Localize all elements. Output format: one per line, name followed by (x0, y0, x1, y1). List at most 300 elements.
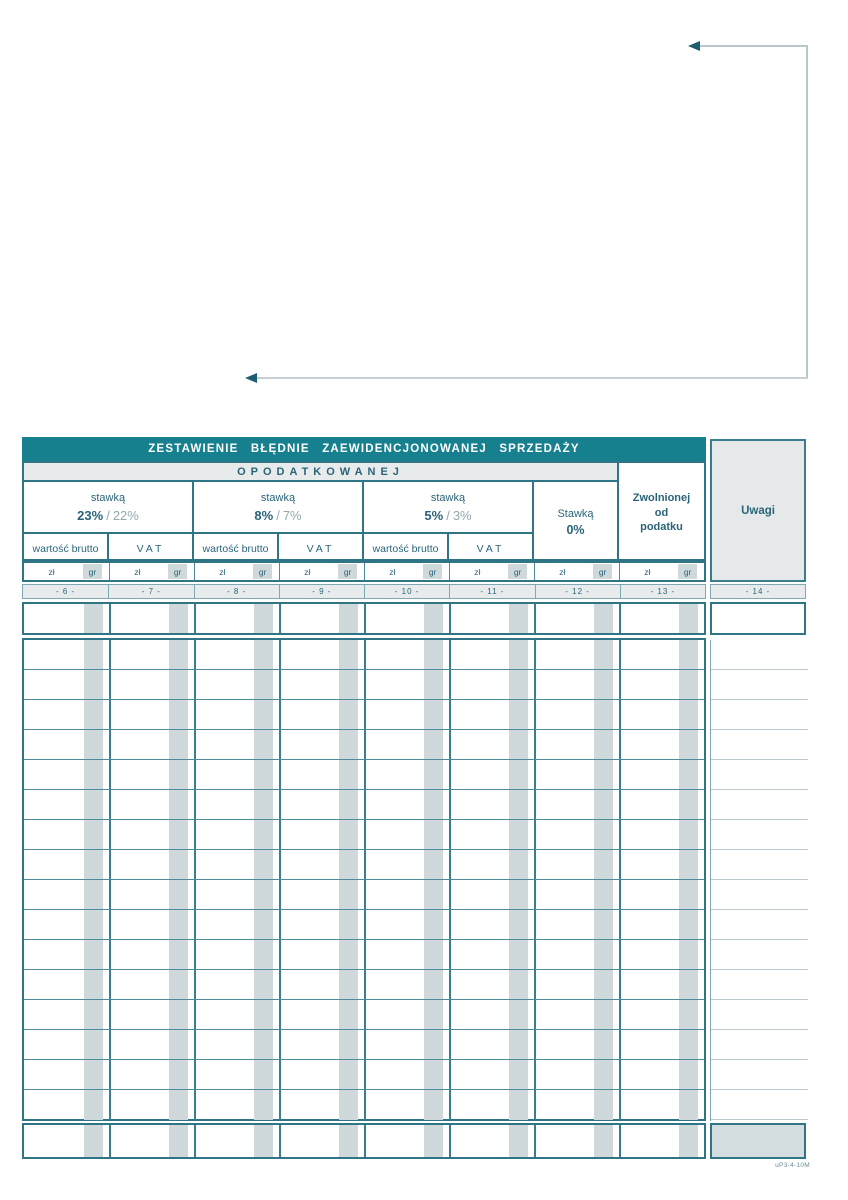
grosze-stripe (169, 820, 188, 849)
gross-col-header (24, 534, 109, 563)
amount-cell (109, 1125, 194, 1157)
grosze-stripe (679, 850, 698, 879)
grosze-stripe (679, 760, 698, 789)
amount-cell (279, 640, 364, 669)
grosze-stripe (84, 730, 104, 759)
grosze-stripe (424, 760, 443, 789)
grosze-stripe (424, 820, 443, 849)
amount-cell (279, 970, 364, 999)
grosze-stripe (254, 970, 273, 999)
grosze-stripe (339, 820, 358, 849)
zero-rate-header (534, 482, 619, 563)
amount-cell (534, 700, 619, 729)
grosze-stripe (339, 730, 358, 759)
amount-cell (619, 850, 704, 879)
grosze-stripe (169, 790, 188, 819)
grosze-stripe (84, 970, 104, 999)
amount-cell (279, 700, 364, 729)
amount-cell (109, 850, 194, 879)
amount-cell (109, 604, 194, 633)
grosze-stripe (509, 1125, 528, 1157)
entry-row (24, 1060, 704, 1090)
grosze-stripe (84, 820, 104, 849)
amount-cell (24, 760, 109, 789)
zl-label: zł (559, 566, 566, 577)
grosze-stripe (254, 1060, 273, 1089)
amount-cell (24, 1030, 109, 1059)
grosze-stripe (84, 604, 104, 633)
gr-label: gr (678, 564, 697, 579)
amount-cell (109, 880, 194, 909)
remarks-row (711, 1000, 808, 1030)
amount-cell (534, 970, 619, 999)
grosze-stripe (339, 850, 358, 879)
exempt-line: podatku (640, 521, 683, 534)
amount-cell (534, 880, 619, 909)
amount-cell (534, 640, 619, 669)
zl-label: zł (389, 566, 396, 577)
remarks-carryover-cell (710, 602, 806, 635)
amount-cell (279, 760, 364, 789)
summary-row (22, 1123, 706, 1159)
grosze-stripe (84, 640, 104, 669)
entry-row (24, 820, 704, 850)
amount-cell (194, 940, 279, 969)
amount-cell (619, 730, 704, 759)
amount-cell (194, 790, 279, 819)
grosze-stripe (679, 970, 698, 999)
grosze-stripe (84, 1125, 104, 1157)
grosze-stripe (169, 1125, 188, 1157)
zl-label: zł (48, 566, 55, 577)
form-code: uP3-4-10M (775, 1162, 810, 1169)
amount-cell (194, 850, 279, 879)
grosze-stripe (424, 700, 443, 729)
entry-row (24, 880, 704, 910)
currency-cell (194, 563, 279, 580)
grosze-stripe (169, 700, 188, 729)
fold-line-top (695, 45, 808, 47)
amount-cell (109, 640, 194, 669)
gr-label: gr (338, 564, 357, 579)
amount-cell (534, 730, 619, 759)
grosze-stripe (339, 1060, 358, 1089)
amount-cell (619, 1125, 704, 1157)
amount-cell (619, 670, 704, 699)
amount-cell (194, 1125, 279, 1157)
amount-cell (449, 940, 534, 969)
rate-separator: / (446, 507, 450, 523)
entry-row (24, 700, 704, 730)
amount-cell (619, 1060, 704, 1089)
amount-cell (109, 760, 194, 789)
amount-cell (279, 940, 364, 969)
amount-cell (109, 970, 194, 999)
grosze-stripe (594, 790, 613, 819)
amount-cell (364, 760, 449, 789)
amount-cell (534, 820, 619, 849)
amount-cell (364, 970, 449, 999)
grosze-stripe (509, 1090, 528, 1120)
grosze-stripe (84, 1000, 104, 1029)
arrowhead-left-icon (245, 373, 257, 383)
grosze-stripe (679, 1125, 698, 1157)
zl-label: zł (474, 566, 481, 577)
amount-cell (24, 1090, 109, 1120)
amount-cell (449, 880, 534, 909)
rate-values (254, 508, 301, 523)
grosze-stripe (169, 604, 188, 633)
amount-cell (534, 850, 619, 879)
remarks-row (711, 940, 808, 970)
grosze-stripe (594, 604, 613, 633)
section-taxed-header (24, 463, 619, 482)
grosze-stripe (424, 910, 443, 939)
rate-old: 22% (112, 507, 139, 523)
amount-cell (364, 1060, 449, 1089)
amount-cell (449, 730, 534, 759)
grosze-stripe (594, 700, 613, 729)
amount-cell (364, 670, 449, 699)
rate-separator: / (276, 507, 280, 523)
grosze-stripe (679, 700, 698, 729)
grosze-stripe (679, 940, 698, 969)
amount-cell (194, 730, 279, 759)
grosze-stripe (509, 820, 528, 849)
column-number: - 13 - (620, 585, 705, 598)
amount-cell (279, 1125, 364, 1157)
grosze-stripe (679, 1060, 698, 1089)
grosze-stripe (679, 730, 698, 759)
amount-cell (534, 790, 619, 819)
grosze-stripe (509, 760, 528, 789)
entry-row (24, 760, 704, 790)
entry-rows (22, 638, 706, 1121)
grosze-stripe (254, 1090, 273, 1120)
grosze-stripe (679, 880, 698, 909)
grosze-stripe (339, 1090, 358, 1120)
grosze-stripe (679, 1030, 698, 1059)
grosze-stripe (84, 1030, 104, 1059)
grosze-stripe (594, 1060, 613, 1089)
grosze-stripe (424, 1125, 443, 1157)
amount-cell (24, 640, 109, 669)
amount-cell (194, 910, 279, 939)
remarks-row (711, 700, 808, 730)
amount-cell (534, 1000, 619, 1029)
amount-cell (364, 1000, 449, 1029)
grosze-stripe (594, 850, 613, 879)
amount-cell (194, 640, 279, 669)
rate-current: 8% (254, 507, 274, 523)
gr-label: gr (168, 564, 187, 579)
amount-cell (109, 820, 194, 849)
gr-label: gr (253, 564, 272, 579)
amount-cell (449, 910, 534, 939)
grosze-stripe (509, 700, 528, 729)
amount-cell (24, 820, 109, 849)
grosze-stripe (424, 1090, 443, 1120)
amount-cell (449, 760, 534, 789)
grosze-stripe (594, 730, 613, 759)
grosze-stripe (339, 790, 358, 819)
amount-cell (24, 850, 109, 879)
grosze-stripe (509, 910, 528, 939)
vat-label: VAT (476, 542, 505, 555)
grosze-stripe (509, 880, 528, 909)
grosze-stripe (339, 1030, 358, 1059)
amount-cell (619, 940, 704, 969)
entry-row (24, 970, 704, 1000)
section-taxed-label: OPODATKOWANEJ (237, 465, 404, 478)
grosze-stripe (424, 940, 443, 969)
grosze-stripe (679, 790, 698, 819)
grosze-stripe (84, 1060, 104, 1089)
amount-cell (24, 1000, 109, 1029)
amount-cell (194, 1030, 279, 1059)
grosze-stripe (84, 880, 104, 909)
grosze-stripe (169, 940, 188, 969)
grosze-stripe (509, 670, 528, 699)
gross-col-header (194, 534, 279, 563)
rate-separator: / (106, 507, 110, 523)
grosze-stripe (339, 640, 358, 669)
zl-label: zł (134, 566, 141, 577)
amount-cell (24, 1125, 109, 1157)
amount-cell (619, 880, 704, 909)
amount-cell (279, 1090, 364, 1120)
grosze-stripe (169, 850, 188, 879)
grosze-stripe (679, 1000, 698, 1029)
exempt-header (619, 463, 704, 563)
vat-label: VAT (136, 542, 165, 555)
rate-values (77, 508, 139, 523)
amount-cell (194, 880, 279, 909)
grosze-stripe (84, 670, 104, 699)
grosze-stripe (594, 820, 613, 849)
rate-group-label: stawką (260, 491, 296, 504)
grosze-stripe (254, 670, 273, 699)
remarks-row (711, 790, 808, 820)
grosze-stripe (594, 970, 613, 999)
grosze-stripe (84, 1090, 104, 1120)
column-number-row (22, 584, 706, 599)
amount-cell (534, 1030, 619, 1059)
amount-cell (449, 790, 534, 819)
gr-label: gr (593, 564, 612, 579)
vat-label: VAT (306, 542, 335, 555)
remarks-row (711, 1030, 808, 1060)
grosze-stripe (594, 1030, 613, 1059)
remarks-row (711, 640, 808, 670)
grosze-stripe (339, 700, 358, 729)
remarks-row (711, 910, 808, 940)
grosze-stripe (509, 790, 528, 819)
gross-col-header (364, 534, 449, 563)
amount-cell (364, 604, 449, 633)
remarks-row (711, 670, 808, 700)
amount-cell (619, 820, 704, 849)
amount-cell (449, 1125, 534, 1157)
grosze-stripe (679, 640, 698, 669)
amount-cell (364, 790, 449, 819)
grosze-stripe (84, 790, 104, 819)
column-number: - 8 - (194, 585, 279, 598)
amount-cell (534, 940, 619, 969)
vat-col-header (449, 534, 534, 563)
amount-cell (619, 1090, 704, 1120)
gr-label: gr (508, 564, 527, 579)
fold-line-vertical (806, 45, 808, 379)
rate-group-label: stawką (90, 491, 126, 504)
rate-old: 7% (282, 507, 302, 523)
amount-cell (194, 760, 279, 789)
amount-cell (109, 1000, 194, 1029)
amount-cell (24, 880, 109, 909)
grosze-stripe (254, 604, 273, 633)
amount-cell (279, 1000, 364, 1029)
exempt-line: od (654, 506, 669, 519)
grosze-stripe (679, 670, 698, 699)
amount-cell (194, 1000, 279, 1029)
rate-group-label: stawką (430, 491, 466, 504)
amount-cell (534, 760, 619, 789)
grosze-stripe (339, 604, 358, 633)
grosze-stripe (594, 940, 613, 969)
grosze-stripe (339, 970, 358, 999)
remarks-row (711, 970, 808, 1000)
fold-line-middle (252, 377, 808, 379)
grosze-stripe (509, 940, 528, 969)
amount-cell (619, 640, 704, 669)
vat-col-header (279, 534, 364, 563)
currency-cell (109, 563, 194, 580)
entry-row (24, 790, 704, 820)
rate-values (424, 508, 471, 523)
amount-cell (364, 1125, 449, 1157)
entry-row (24, 1000, 704, 1030)
amount-cell (534, 1125, 619, 1157)
amount-cell (24, 730, 109, 759)
column-number: - 7 - (108, 585, 193, 598)
grosze-stripe (169, 1060, 188, 1089)
form-title-bar (22, 437, 706, 461)
remarks-row (711, 760, 808, 790)
grosze-stripe (169, 1090, 188, 1120)
amount-cell (619, 604, 704, 633)
grosze-stripe (339, 1000, 358, 1029)
amount-cell (109, 730, 194, 759)
grosze-stripe (339, 880, 358, 909)
zl-label: zł (219, 566, 226, 577)
amount-cell (364, 1090, 449, 1120)
grosze-stripe (254, 940, 273, 969)
amount-cell (279, 790, 364, 819)
amount-cell (364, 1030, 449, 1059)
amount-cell (534, 910, 619, 939)
remarks-entry-rows (710, 640, 808, 1121)
form-title: ZESTAWIENIE BŁĘDNIE ZAEWIDENCJONOWANEJ SPRZEDAŻY (148, 443, 580, 455)
currency-cell (279, 563, 364, 580)
entry-row (24, 640, 704, 670)
amount-cell (449, 850, 534, 879)
amount-cell (24, 940, 109, 969)
amount-cell (534, 670, 619, 699)
grosze-stripe (594, 1090, 613, 1120)
grosze-stripe (594, 1000, 613, 1029)
grosze-stripe (254, 880, 273, 909)
remarks-row (711, 850, 808, 880)
grosze-stripe (169, 970, 188, 999)
entry-row (24, 730, 704, 760)
amount-cell (534, 1090, 619, 1120)
amount-cell (24, 604, 109, 633)
grosze-stripe (169, 670, 188, 699)
grosze-stripe (679, 604, 698, 633)
amount-cell (364, 910, 449, 939)
amount-cell (279, 880, 364, 909)
amount-cell (279, 1030, 364, 1059)
amount-cell (364, 940, 449, 969)
currency-cell (364, 563, 449, 580)
amount-cell (109, 790, 194, 819)
amount-cell (109, 1090, 194, 1120)
amount-cell (194, 670, 279, 699)
amount-cell (24, 670, 109, 699)
amount-cell (364, 700, 449, 729)
amount-cell (279, 820, 364, 849)
rate-group-8-7 (194, 482, 364, 534)
table-header (22, 461, 706, 561)
grosze-stripe (254, 1125, 273, 1157)
amount-cell (449, 604, 534, 633)
grosze-stripe (254, 730, 273, 759)
exempt-line: Zwolnionej (632, 491, 691, 504)
grosze-stripe (254, 790, 273, 819)
grosze-stripe (424, 850, 443, 879)
grosze-stripe (424, 730, 443, 759)
grosze-stripe (424, 670, 443, 699)
grosze-stripe (509, 970, 528, 999)
grosze-stripe (509, 1060, 528, 1089)
grosze-stripe (254, 760, 273, 789)
currency-cell (534, 563, 619, 580)
amount-cell (194, 700, 279, 729)
gross-label: wartość brutto (32, 542, 99, 555)
remarks-row (711, 730, 808, 760)
amount-cell (619, 790, 704, 819)
grosze-stripe (169, 640, 188, 669)
grosze-stripe (509, 730, 528, 759)
gross-label: wartość brutto (372, 542, 439, 555)
grosze-stripe (509, 640, 528, 669)
amount-cell (24, 1060, 109, 1089)
amount-cell (109, 700, 194, 729)
grosze-stripe (339, 670, 358, 699)
remarks-row (711, 1060, 808, 1090)
amount-cell (449, 970, 534, 999)
amount-cell (194, 1090, 279, 1120)
grosze-stripe (424, 790, 443, 819)
grosze-stripe (594, 880, 613, 909)
grosze-stripe (169, 910, 188, 939)
grosze-stripe (594, 670, 613, 699)
grosze-stripe (84, 760, 104, 789)
column-number: - 12 - (535, 585, 620, 598)
entry-row (24, 910, 704, 940)
grosze-stripe (509, 1030, 528, 1059)
remarks-row (711, 1090, 808, 1120)
